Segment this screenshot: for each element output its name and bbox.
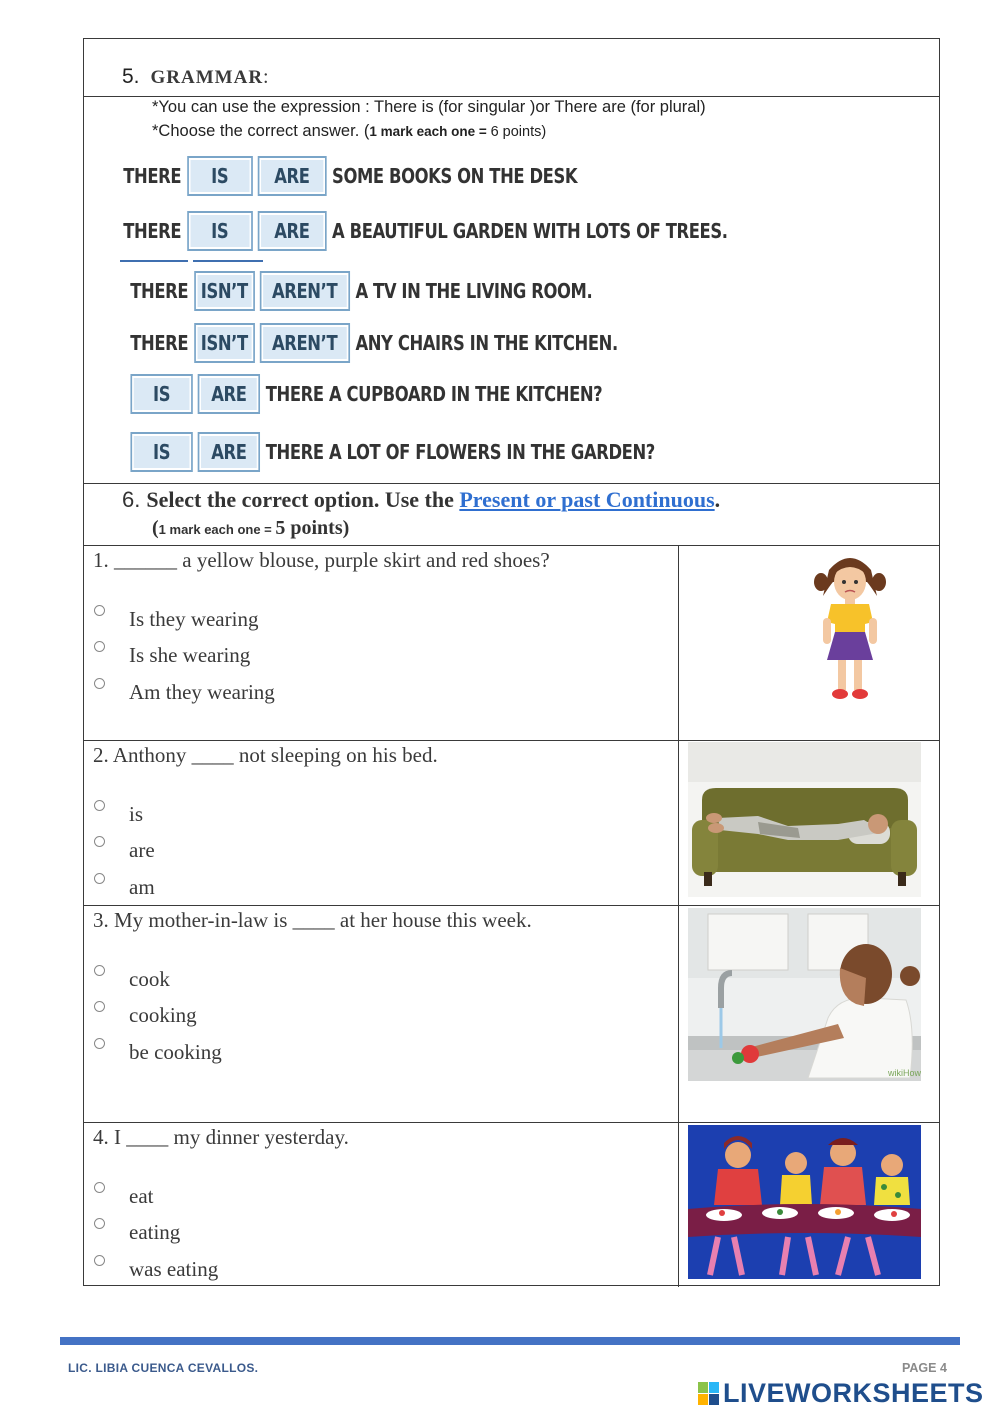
question-row-4: [84, 1123, 939, 1287]
choice-are-button[interactable]: ARE: [198, 374, 260, 414]
liveworksheets-wordmark: LIVEWORKSHEETS: [723, 1378, 984, 1408]
sentence-tail: THERE A CUPBOARD IN THE KITCHEN?: [265, 382, 603, 406]
option-label: was eating: [129, 1257, 219, 1281]
sentence-lead: THERE: [123, 164, 182, 188]
choice-are-button[interactable]: ARE: [257, 156, 326, 196]
section6-title-text: Select the correct option. Use the: [146, 487, 460, 512]
sentence-tail: A BEAUTIFUL GARDEN WITH LOTS OF TREES.: [332, 219, 728, 243]
sentence-row-4: [127, 321, 621, 365]
option-item[interactable]: [94, 1040, 222, 1065]
girl-illustration: [809, 552, 891, 702]
option-label: be cooking: [129, 1040, 222, 1064]
family-dinner-illustration: [688, 1125, 921, 1279]
option-label: Is she wearing: [129, 643, 251, 667]
radio-button[interactable]: [94, 641, 105, 652]
present-continuous-link[interactable]: Present or past Continuous: [459, 487, 715, 512]
decorative-underline: [193, 260, 263, 262]
points-big: 5 points): [275, 517, 350, 539]
section6-title: [122, 487, 720, 513]
radio-button[interactable]: [94, 836, 105, 847]
choice-isnt-button[interactable]: ISN’T: [194, 323, 255, 363]
option-item[interactable]: [94, 802, 143, 827]
choice-are-button[interactable]: ARE: [257, 211, 326, 251]
choice-arent-button[interactable]: AREN’T: [260, 323, 350, 363]
instruction2-bold: 1 mark each one =: [369, 124, 491, 139]
option-item[interactable]: [94, 680, 275, 705]
section6-points: [152, 517, 349, 540]
points-open: (: [152, 517, 159, 539]
instruction-line-2: [152, 122, 546, 141]
choice-arent-button[interactable]: AREN’T: [260, 271, 350, 311]
question-cell: [84, 906, 679, 1122]
worksheet-table: [83, 38, 940, 1286]
sentence-row-2: [120, 209, 731, 253]
option-item[interactable]: [94, 643, 250, 668]
question-cell: [84, 546, 679, 740]
choice-is-button[interactable]: IS: [130, 374, 192, 414]
radio-button[interactable]: [94, 800, 105, 811]
radio-button[interactable]: [94, 873, 105, 884]
question-row-2: [84, 741, 939, 906]
option-label: cook: [129, 967, 170, 991]
option-item[interactable]: [94, 1257, 218, 1282]
footer-author: LIC. LIBIA CUENCA CEVALLOS.: [68, 1361, 259, 1375]
section6-header: [84, 484, 939, 546]
option-label: Am they wearing: [129, 680, 275, 704]
radio-button[interactable]: [94, 1218, 105, 1229]
radio-button[interactable]: [94, 1001, 105, 1012]
wikihow-watermark: wikiHow: [888, 1068, 921, 1078]
question-text: 4. I ____ my dinner yesterday.: [93, 1125, 349, 1149]
choice-isnt-button[interactable]: ISN’T: [194, 271, 255, 311]
instruction2-c: 6 points): [490, 124, 547, 140]
question-text: 2. Anthony ____ not sleeping on his bed.: [93, 743, 438, 767]
question-cell: [84, 741, 679, 905]
option-label: eating: [129, 1220, 181, 1244]
radio-button[interactable]: [94, 1038, 105, 1049]
option-item[interactable]: [94, 1003, 197, 1028]
choice-are-button[interactable]: ARE: [198, 432, 260, 472]
sentence-row-5: [128, 372, 606, 416]
sentence-row-6: [128, 430, 658, 474]
footer-divider: [60, 1337, 960, 1345]
choice-is-button[interactable]: IS: [187, 156, 253, 196]
option-label: is: [129, 802, 144, 826]
option-label: eat: [129, 1184, 154, 1208]
option-item[interactable]: [94, 1220, 180, 1245]
choice-is-button[interactable]: IS: [130, 432, 192, 472]
option-label: Is they wearing: [129, 607, 259, 631]
question-row-1: [84, 546, 939, 741]
option-label: cooking: [129, 1003, 197, 1027]
choice-is-button[interactable]: IS: [187, 211, 253, 251]
decorative-underline: [120, 260, 188, 262]
option-item[interactable]: [94, 875, 155, 900]
radio-button[interactable]: [94, 1182, 105, 1193]
option-label: are: [129, 838, 155, 862]
option-item[interactable]: [94, 838, 155, 863]
option-item[interactable]: [94, 607, 258, 632]
sentence-tail: THERE A LOT OF FLOWERS IN THE GARDEN?: [265, 440, 655, 464]
option-item[interactable]: [94, 967, 170, 992]
woman-cooking-illustration: [688, 908, 921, 1081]
instruction2-a: *Choose the correct answer. (: [152, 122, 370, 140]
section5-header: [84, 39, 939, 97]
option-label: am: [129, 875, 155, 899]
sentence-row-1: [120, 154, 580, 198]
radio-button[interactable]: [94, 1255, 105, 1266]
radio-button[interactable]: [94, 965, 105, 976]
section6-number: 6.: [122, 487, 141, 512]
points-small: 1 mark each one =: [158, 522, 276, 537]
footer-page-number: PAGE 4: [902, 1361, 947, 1375]
section6-title-end: .: [714, 487, 721, 512]
option-item[interactable]: [94, 1184, 153, 1209]
section5-title-text: GRAMMAR: [150, 67, 264, 88]
radio-button[interactable]: [94, 605, 105, 616]
sentence-row-3: [127, 269, 596, 313]
radio-button[interactable]: [94, 678, 105, 689]
question-cell: [84, 1123, 679, 1287]
section5-body: [84, 97, 939, 484]
sentence-tail: A TV IN THE LIVING ROOM.: [355, 279, 593, 303]
sentence-lead: THERE: [123, 219, 182, 243]
liveworksheets-logo[interactable]: [698, 1378, 984, 1409]
question-text: 1. ______ a yellow blouse, purple skirt and red shoes?: [93, 548, 550, 572]
instruction-line-1: *You can use the expression : There is (for singular )or There are (for plural): [152, 98, 706, 116]
man-sleeping-on-sofa-photo: [688, 742, 921, 897]
section5-title: [122, 65, 269, 89]
sentence-lead: THERE: [130, 279, 189, 303]
question-text: 3. My mother-in-law is ____ at her house this week.: [93, 908, 532, 932]
sentence-tail: ANY CHAIRS IN THE KITCHEN.: [355, 331, 618, 355]
sentence-lead: THERE: [130, 331, 189, 355]
section5-colon: :: [263, 66, 269, 88]
liveworksheets-icon: [698, 1382, 720, 1406]
question-row-3: [84, 906, 939, 1123]
sentence-tail: SOME BOOKS ON THE DESK: [332, 164, 578, 188]
section5-number: 5.: [122, 65, 140, 88]
